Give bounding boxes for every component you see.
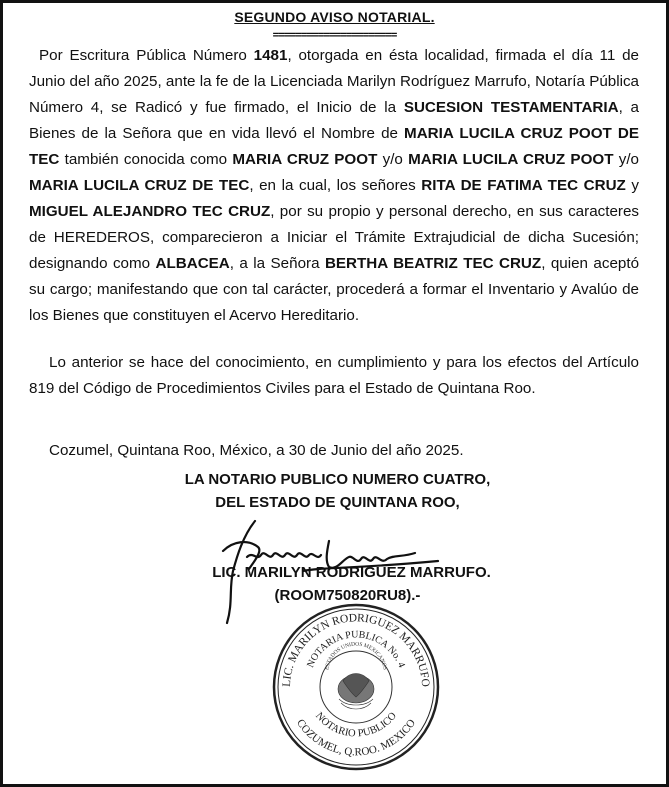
notary-seal (271, 597, 441, 775)
executor-name: BERTHA BEATRIZ TEC CRUZ (324, 255, 542, 272)
deed-number: 1481 (253, 47, 288, 64)
place-date-paragraph: Cozumel, Quintana Roo, México, a 30 de Junio del año 2025. (49, 442, 464, 459)
seal-center-text: ESTADOS UNIDOS MEXICANOS (324, 641, 388, 671)
text-span: , por su propio y personal derecho, en sus caracteres de HEREDEROS, comparecieron a Iniciar el Trámite Extrajudicial de dicha Sucesión; designando como (29, 203, 639, 272)
legal-basis-paragraph: Lo anterior se hace del conocimiento, en cumplimiento y para los efectos del Artículo 819 del Código de Procedimientos Civiles para el Estado de Quintana Roo. (29, 354, 639, 397)
heir-name: RITA DE FATIMA TEC CRUZ (421, 177, 626, 194)
text-span: Por Escritura Pública Número (39, 47, 254, 64)
text-span: , quien aceptó su cargo; manifestando que con tal carácter, procederá a formar el Inventario y Avalúo de los Bienes que constituyen el Acervo Hereditario. (29, 255, 640, 324)
text-span: también conocida como (59, 151, 233, 168)
seal-inner-text: NOTARIA PUBLICA No. 4 (305, 629, 407, 670)
alias-name: MARIA LUCILA CRUZ POOT (408, 151, 614, 168)
deceased-name: MARIA LUCILA CRUZ POOT DE TEC (29, 125, 639, 168)
text-span: , en la cual, los señores (249, 177, 422, 194)
main-paragraph (29, 43, 639, 329)
alias-name: MARIA CRUZ POOT (232, 151, 378, 168)
executor-title: ALBACEA (155, 255, 230, 272)
seal-bottom-text-2: COZUMEL, Q.ROO. MEXICO (294, 717, 419, 759)
text-span: y/o (613, 151, 639, 168)
heir-name: MIGUEL ALEJANDRO TEC CRUZ (29, 203, 271, 220)
text-span: , a Bienes de la Señora que en vida llevó el Nombre de (29, 99, 639, 142)
text-span: , otorgada en ésta localidad, firmada el día 11 de Junio del año 2025, ante la fe de la Licenciada Marilyn Rodríguez Marrufo, Notaría Pública Número 4, se Radicó y fue firmado, el Inicio de la (29, 47, 639, 116)
seal-outer-text: LIC. MARILYN RODRIGUEZ MARRUFO (280, 612, 432, 688)
alias-name: MARIA LUCILA CRUZ DE TEC (29, 177, 250, 194)
coat-of-arms-icon (338, 674, 374, 710)
notice-title: SEGUNDO AVISO NOTARIAL. (234, 9, 435, 25)
text-span: y/o (377, 151, 409, 168)
succession-type: SUCESION TESTAMENTARIA (403, 99, 619, 116)
notary-rfc: (ROOM750820RU8).- (274, 587, 421, 604)
title-rule: ====================== (272, 28, 397, 41)
seal-bottom-text-1: NOTARIO PUBLICO (313, 710, 399, 740)
text-span: , a la Señora (229, 255, 325, 272)
notary-title-line: LA NOTARIO PUBLICO NUMERO CUATRO, (184, 471, 491, 488)
notary-state-line: DEL ESTADO DE QUINTANA ROO, (215, 494, 460, 511)
text-span: y (625, 177, 640, 194)
notary-name: LIC. MARILYN RODRIGUEZ MARRUFO. (212, 564, 491, 581)
